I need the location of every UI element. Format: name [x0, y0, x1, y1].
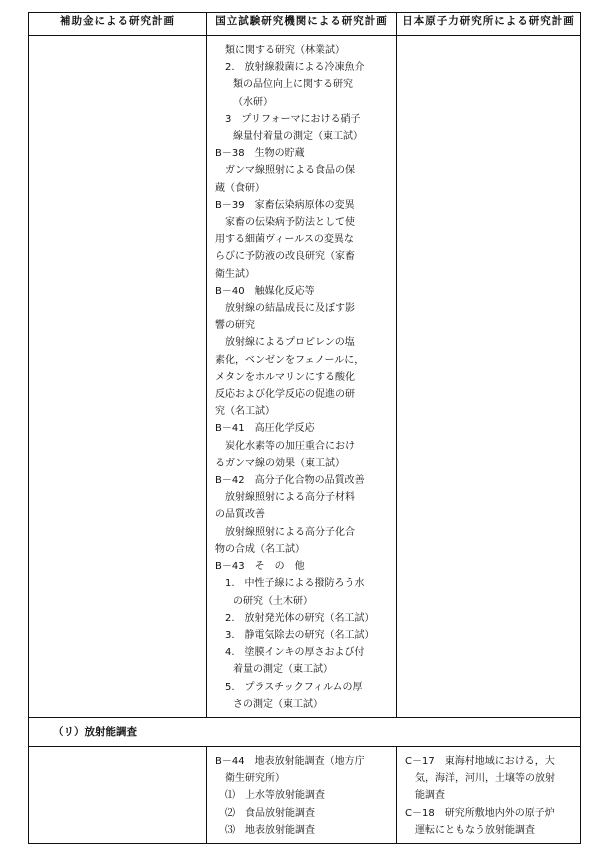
header-row	[29, 13, 581, 36]
text-line: （水研）	[233, 96, 273, 108]
text-line: 衛生研究所）	[225, 773, 285, 785]
text-line: 3. 静電気除去の研究（名工試）	[225, 629, 375, 641]
text-line: ⑶ 地表放射能調査	[225, 824, 315, 836]
text-line: 炭化水素等の加圧重合におけ	[225, 440, 355, 452]
text-line: B－44 地表放射能調査（地方庁	[215, 755, 365, 767]
text-line: B－41 高圧化学反応	[215, 423, 315, 435]
header-jaeri: 日本原子力研究所による研究計画	[397, 13, 581, 36]
text-line: B－40 触媒化反応等	[215, 285, 315, 297]
text-line: 運転にともなう放射能調査	[415, 824, 535, 836]
text-line: 用する細菌ヴィールスの変異な	[215, 234, 354, 246]
text-line: ⑵ 食品放射能調査	[225, 807, 315, 819]
text-line: 3 プリフォーマにおける硝子	[225, 113, 361, 125]
text-line: 類の品位向上に関する研究	[233, 79, 353, 91]
section-title: （リ）放射能調査	[29, 717, 581, 746]
text-line: るガンマ線の効果（東工試）	[215, 457, 345, 469]
text-line: 反応および化学反応の促進の研	[215, 389, 355, 401]
text-line: C－18 研究所敷地内外の原子炉	[405, 807, 555, 819]
text-line: 5. プラスチックフィルムの厚	[225, 681, 363, 693]
text-line: 素化，ベンゼンをフェノールに，	[215, 354, 365, 366]
col2-top-cell	[207, 36, 397, 718]
text-line: 類に関する研究（林業試）	[225, 45, 345, 56]
text-line: ⑴ 上水等放射能調査	[225, 790, 325, 802]
text-line: 線量付着量の測定（東工試）	[233, 131, 363, 143]
col3-top-cell	[397, 36, 581, 718]
text-line: 4. 塗膜インキの厚さおよび付	[225, 647, 365, 659]
research-plan-table	[28, 12, 581, 844]
text-line: 物の合成（名工試）	[215, 543, 305, 555]
section-row	[29, 717, 581, 746]
text-line: C－17 東海村地域における，大	[405, 755, 555, 767]
text-line: 衛生試）	[215, 268, 255, 280]
text-line: B－39 家畜伝染病原体の変異	[215, 199, 355, 211]
text-line: B－42 高分子化合物の品質改善	[215, 475, 365, 487]
text-line: 放射線照射による高分子材料	[225, 492, 355, 504]
text-line: 能調査	[415, 790, 445, 802]
text-line: メタンをホルマリンにする酸化	[215, 371, 355, 383]
text-line: 家畜の伝染病予防法として使	[225, 217, 355, 229]
header-national-institutes: 国立試験研究機関による研究計画	[207, 13, 397, 36]
text-line: 着量の測定（東工試）	[233, 664, 333, 676]
text-line: 気，海洋，河川，土壌等の放射	[415, 773, 555, 785]
text-line: 放射線によるプロピレンの塩	[225, 337, 355, 349]
col2-top-entries	[207, 36, 396, 717]
text-line: らびに予防液の改良研究（家畜	[215, 251, 355, 263]
text-line: 究（名工試）	[215, 406, 275, 418]
text-line: ガンマ線照射による食品の保	[225, 165, 355, 177]
text-line: の研究（土木研）	[233, 595, 313, 607]
body-row-top	[29, 36, 581, 718]
col1-top-cell	[29, 36, 207, 718]
text-line: さの測定（東工試）	[233, 698, 323, 710]
text-line: 2. 放射発光体の研究（名工試）	[225, 612, 375, 624]
text-line: の品質改善	[215, 509, 265, 521]
header-subsidy: 補助金による研究計画	[29, 13, 207, 36]
text-line: 放射線の結晶成長に及ぼす影	[225, 303, 355, 315]
text-line: B－38 生物の貯蔵	[215, 148, 305, 160]
text-line: 響の研究	[215, 320, 255, 332]
text-line: 蔵（食研）	[215, 182, 265, 194]
text-line: 放射線照射による高分子化合	[225, 526, 355, 538]
text-line: 2. 放射線殺菌による冷凍魚介	[225, 62, 365, 74]
text-line: B－43 そ の 他	[215, 561, 305, 573]
text-line: 1. 中性子線による撥防ろう水	[225, 578, 365, 590]
